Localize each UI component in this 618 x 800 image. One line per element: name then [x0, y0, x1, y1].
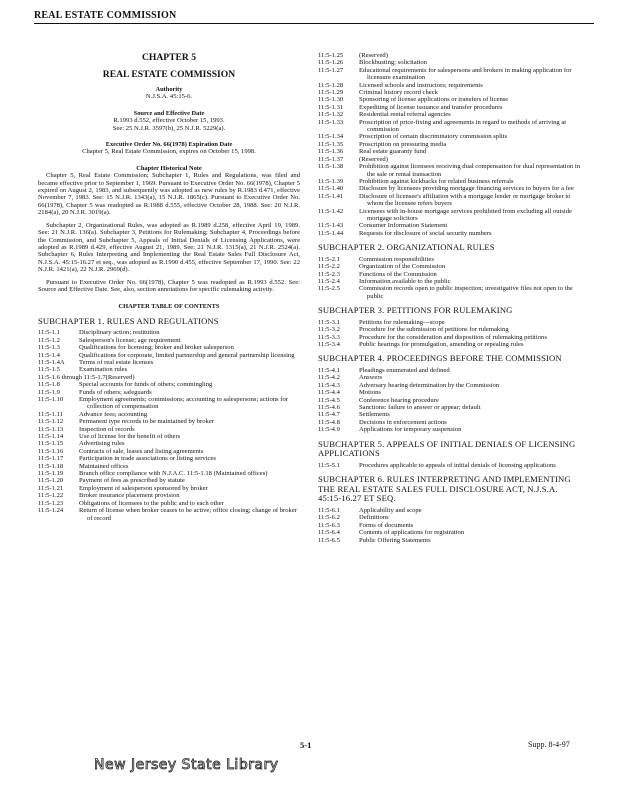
toc-entry [318, 326, 580, 333]
toc-section-number: 11:5-4.2 [318, 374, 340, 382]
toc-section-number: 11:5-1.9 [38, 388, 60, 396]
toc-entry [38, 485, 300, 492]
toc-section-number: 11:5-1.4 [38, 351, 60, 359]
toc-section-number: 11:5-1.10 [38, 396, 64, 403]
toc-entry [318, 426, 580, 433]
left-column [38, 52, 300, 522]
toc-entry [318, 411, 580, 418]
toc-entry [318, 397, 580, 404]
toc-entry [38, 500, 300, 507]
toc-entry [38, 329, 300, 336]
toc-list [318, 319, 580, 349]
toc-section-number: 11:5-1.5 [38, 366, 60, 374]
toc-section-title: Return of license when broker ceases to be active; office closing; change of broker of record [79, 507, 297, 522]
toc-entry [38, 381, 300, 388]
toc-section-title: Prohibition against kickbacks for related business referrals [359, 177, 514, 185]
toc-entry [318, 334, 580, 341]
toc-section-number: 11:5-6.2 [318, 514, 340, 522]
toc-section-title: Definitions [359, 514, 389, 522]
toc-section-title: Applications for temporary suspension [359, 426, 462, 434]
toc-entry [38, 470, 300, 477]
toc-section-title: Funds of others; safeguards [79, 388, 152, 396]
toc-entry [318, 263, 580, 270]
toc-section-number: 11:5-1.33 [318, 118, 344, 126]
toc-section-number: 11:5-1.16 [38, 447, 64, 455]
toc-section-number: 11:5-1.37 [318, 155, 344, 163]
subchapter-heading: SUBCHAPTER 5. APPEALS OF INITIAL DENIALS OF LICENSING APPLICATIONS [318, 438, 576, 459]
toc-section-number: 11:5-1.1 [38, 329, 60, 337]
toc-section-number: 11:5-2.3 [318, 270, 340, 278]
toc-entry [318, 256, 580, 263]
toc-section-number: 11:5-1.40 [318, 185, 344, 193]
toc-entry [38, 337, 300, 344]
toc-list [318, 507, 580, 544]
toc-entry [38, 455, 300, 462]
toc-entry [318, 341, 580, 348]
toc-entry [318, 163, 580, 178]
toc-section-number: 11:5-4.3 [318, 381, 340, 389]
toc-entry [318, 522, 580, 529]
toc-section-title: Advance fees; accounting [79, 410, 148, 418]
toc-section-number: 11:5-1.43 [318, 222, 344, 230]
toc-section-title: Special accounts for funds of others; commingling [79, 381, 213, 389]
toc-section-title: Motions [359, 389, 381, 397]
toc-section-title: Use of license for the benefit of others [79, 433, 181, 441]
toc-section-number: 11:5-1.2 [38, 336, 60, 344]
toc-section-title: Proscription of price-fixing and agreements in regard to methods of arriving at commission [359, 118, 567, 134]
toc-section-number: 11:5-1.11 [38, 410, 63, 418]
toc-section-title: Licensees with in-house mortgage services prohibited from excluding all outside mortgage solicitors [359, 207, 572, 222]
toc-section-number: 11:5-4.8 [318, 418, 340, 426]
toc-section-title: Proscription of certain discriminatory commission splits [359, 133, 508, 141]
toc-entry [318, 222, 580, 229]
toc-entry [38, 477, 300, 484]
right-column [318, 52, 580, 544]
toc-section-title: Advertising rules [79, 440, 125, 448]
toc-section-title: Expediting of license issuance and transfer procedures [359, 103, 503, 111]
toc-section-title: Contents of applications for registration [359, 529, 465, 537]
toc-section-number: 11:5-1.12 [38, 418, 64, 426]
toc-section-number: 11:5-1.38 [318, 163, 344, 171]
toc-section-number: 11:5-3.2 [318, 326, 340, 334]
subchapter-heading: SUBCHAPTER 1. RULES AND REGULATIONS [38, 315, 219, 326]
toc-entry [318, 133, 580, 140]
toc-section-title: Salesperson's license; age requirement [79, 336, 181, 344]
toc-section-title: Disclosure by licensees providing mortgage financing services to buyers for a fee [359, 185, 574, 193]
toc-section-number: 11:5-1.18 [38, 462, 64, 470]
toc-section-number: 11:5-1.24 [38, 507, 64, 515]
toc-section-number: 11:5-1.31 [318, 103, 344, 111]
toc-section-title: Information available to the public [359, 277, 451, 285]
toc-entry [318, 141, 580, 148]
toc-section-title: Employment agreements; commissions; accounting to salespersons; actions for collection of compensation [79, 396, 288, 411]
toc-section-number: 11:5-1.23 [38, 499, 64, 507]
toc-section-number: 11:5-6.1 [318, 507, 340, 515]
toc-entry [318, 389, 580, 396]
library-stamp: New Jersey State Library [94, 757, 279, 773]
toc-section-number: 11:5-2.4 [318, 277, 340, 285]
toc-section-number: 11:5-1.27 [318, 66, 344, 74]
toc-entry [318, 529, 580, 536]
toc-section-number: 11:5-1.17 [38, 455, 64, 463]
toc-entry [38, 359, 300, 366]
toc-section-title: Terms of real estate licenses [79, 358, 154, 366]
toc-section-title: Requests for disclosure of social security numbers [359, 229, 492, 237]
toc-entry [318, 67, 580, 82]
toc-section-number: 11:5-3.4 [318, 341, 340, 348]
toc-section-title: Procedure for the submission of petitions for rulemaking [359, 326, 509, 334]
toc-section-number: 11:5-2.5 [318, 285, 340, 293]
toc-list [318, 256, 580, 300]
toc-section-title: Obligations of licensees to the public and to each other [79, 499, 224, 507]
authority-text: N.J.S.A. 45:15-6. [145, 93, 193, 101]
toc-entry [38, 411, 300, 418]
toc-section-title: Procedures applicable to appeals of initial denials of licensing applications [359, 461, 556, 469]
toc-section-title: (Reserved) [105, 373, 135, 381]
toc-section-title: Commission responsibilities [359, 255, 434, 263]
toc-entry [318, 89, 580, 96]
toc-section-title: Commission records open to public inspection; investigative files not open to the public [359, 285, 573, 300]
toc-entry [38, 418, 300, 425]
toc-section-number: 11:5-4.6 [318, 404, 340, 412]
toc-section-number: 11:5-1.21 [38, 484, 64, 492]
toc-section-number: 11:5-4.1 [318, 367, 340, 374]
toc-section-title: Settlements [359, 411, 390, 419]
subchapter-heading: SUBCHAPTER 6. RULES INTERPRETING AND IMPLEMENTING THE REAL ESTATE SALES FULL DISCLOSURE ACT, N.J.S.A. 45:15-16.27 ET SEQ. [318, 474, 571, 504]
toc-section-title: (Reserved) [359, 155, 388, 163]
toc-section-number: 11:5-1.19 [38, 470, 64, 478]
toc-entry [318, 208, 580, 223]
toc-section-title: Employment of salesperson sponsored by broker [79, 484, 208, 492]
toc-entry [318, 374, 580, 381]
toc-section-title: Inspection of records [79, 425, 135, 433]
toc-section-title: Real estate guaranty fund [359, 148, 427, 156]
toc-section-number: 11:5-3.1 [318, 318, 340, 326]
toc-section-number: 11:5-1.14 [38, 433, 64, 441]
toc-section-title: Permanent type records to be maintained by broker [79, 418, 214, 426]
toc-section-title: Procedure for the consideration and disposition of rulemaking petitions [359, 333, 547, 341]
toc-section-title: Adversary hearing determination by the Commission [359, 381, 500, 389]
toc-section-number: 11:5-2.2 [318, 263, 340, 271]
toc-list [318, 52, 580, 237]
toc-entry [38, 463, 300, 470]
source-line: R.1993 d.552, effective October 15, 1993. [113, 117, 225, 125]
toc-entry [318, 185, 580, 192]
toc-section-number: 11:5-1.36 [318, 148, 344, 156]
toc-section-title: Proscription on pressuring media [359, 140, 447, 148]
toc-entry [38, 448, 300, 455]
toc-entry [318, 382, 580, 389]
supplement-date: Supp. 8-4-97 [528, 740, 570, 749]
toc-section-number: 11:5-1.8 [38, 381, 60, 389]
eo-text: Chapter 5, Real Estate Commission, expires on October 15, 1998. [82, 148, 256, 156]
toc-section-title: Pleadings enumerated and defined [359, 367, 450, 374]
toc-section-number: 11:5-1.15 [38, 440, 64, 448]
toc-section-title: Public Offering Statements [359, 536, 431, 544]
toc-entry [318, 148, 580, 155]
toc-entry [318, 271, 580, 278]
source-heading: Source and Effective Date [133, 109, 205, 117]
toc-entry [318, 156, 580, 163]
toc-section-title: Prohibition against licensees receiving dual compensation for dual representation in the sale or rental transaction [359, 163, 581, 178]
toc-section-title: Sanctions: failure to answer or appear; default [359, 404, 481, 412]
page-number: 5-1 [300, 740, 312, 750]
toc-entry [38, 389, 300, 396]
toc-section-title: Consumer Information Statement [359, 222, 448, 230]
toc-section-title: Disciplinary action; restitution [79, 329, 160, 337]
toc-entry [38, 440, 300, 447]
toc-entry [318, 193, 580, 208]
toc-section-title: Answers [359, 374, 383, 382]
toc-section-number: 11:5-5.1 [318, 461, 340, 469]
toc-section-number: 11:5-1.35 [318, 140, 344, 148]
toc-list [318, 367, 580, 434]
toc-entry [38, 366, 300, 373]
toc-list [318, 462, 580, 469]
toc-section-title: Qualifications for licensing; broker and broker salesperson [79, 344, 234, 352]
toc-entry [318, 111, 580, 118]
toc-section-title: Maintained offices [79, 462, 129, 470]
toc-section-number: 11:5-1.29 [318, 89, 344, 97]
eo-heading: Executive Order No. 66(1978) Expiration Date [105, 141, 233, 149]
toc-section-number: 11:5-1.28 [318, 81, 344, 89]
toc-section-title: Examination rules [79, 366, 128, 374]
toc-section-number: 11:5-1.39 [318, 177, 344, 185]
toc-section-title: Sponsoring of license applications or transfers of license [359, 96, 509, 104]
toc-section-number: 11:5-4.5 [318, 396, 340, 404]
toc-section-number: 11:5-4.9 [318, 426, 340, 434]
toc-entry [38, 507, 300, 522]
toc-entry [318, 419, 580, 426]
toc-entry [38, 396, 300, 411]
toc-section-title: Educational requirements for salespersons and brokers in making application for licensure examination [359, 66, 572, 82]
toc-section-number: 11:5-2.1 [318, 255, 340, 263]
history-paragraph: Subchapter 2, Organizational Rules, was adopted as R.1989 d.258, effective April 19, 1989. See: 21 N.J.R. 136(a). Subchapter 3, Petitions for Rulemaking; Subchapter 4, Proceedings before the Commission, and Subchapter 5, Appeals of Initial Denials of Licensing Applications, were adopted as R.1989 d.429, effective August 21, 1989. See: 21 N.J.R. 1315(a), 21 N.J.R. 2524(a). Subchapter 6, Rules Interpreting and Implementing the Real Estate Sales Full Disclosure Act, N.J.S.A. 45:15-16.27 et seq., was adopted as R.1990 d.455, effective September 17, 1990. See: 22 N.J.R. 1421(a), 22 N.J.R. 2969(d). [38, 221, 300, 274]
toc-entry [318, 278, 580, 285]
toc-entry [318, 537, 580, 544]
toc-section-number: 11:5-1.44 [318, 229, 344, 237]
subchapter-heading: SUBCHAPTER 2. ORGANIZATIONAL RULES [318, 242, 495, 253]
toc-entry [318, 230, 580, 237]
toc-section-title: Residential rental referral agencies [359, 111, 451, 119]
toc-entry [318, 82, 580, 89]
toc-entry [318, 367, 580, 374]
toc-section-number: 11:5-3.3 [318, 333, 340, 341]
toc-entry [318, 119, 580, 134]
toc-entry [38, 344, 300, 351]
toc-entry [38, 433, 300, 440]
toc-section-title: Decisions in enforcement actions [359, 418, 447, 426]
toc-section-number: 11:5-1.41 [318, 192, 344, 200]
toc-heading: CHAPTER TABLE OF CONTENTS [118, 303, 220, 311]
toc-section-title: Blockbusting; solicitation [359, 59, 427, 67]
toc-section-title: Organization of the Commission [359, 263, 446, 271]
toc-entry [318, 104, 580, 111]
toc-section-title: Public hearings for promulgation, amending or repealing rules [359, 341, 524, 348]
toc-entry [318, 507, 580, 514]
toc-entry [318, 404, 580, 411]
toc-section-number: 11:5-6.4 [318, 529, 340, 537]
toc-section-title: Applicability and scope [359, 507, 422, 515]
toc-section-title: Qualifications for corporate, limited partnership and general partnership licensing [79, 351, 295, 359]
toc-entry [318, 96, 580, 103]
toc-section-number: 11:5-1.6 through 11:5-1.7 [38, 373, 106, 381]
toc-entry [318, 59, 580, 66]
toc-entry [318, 462, 580, 469]
toc-section-title: Licensed schools and instructors; requirements [359, 81, 483, 89]
toc-entry [318, 514, 580, 521]
toc-entry [38, 492, 300, 499]
toc-section-title: Branch office compliance with N.J.A.C. 11:5-1.18 (Maintained offices) [79, 470, 268, 478]
history-heading: Chapter Historical Note [136, 164, 202, 172]
toc-section-number: 11:5-1.32 [318, 111, 344, 119]
toc-section-title: Petitions for rulemaking—scope [359, 318, 445, 326]
chapter-number: CHAPTER 5 [141, 52, 197, 63]
toc-section-number: 11:5-1.26 [318, 59, 344, 67]
toc-section-number: 11:5-1.30 [318, 96, 344, 104]
toc-entry [318, 52, 580, 59]
toc-section-number: 11:5-1.42 [318, 207, 344, 215]
toc-section-title: Criminal history record check [359, 89, 438, 97]
toc-section-title: Disclosure of licensee's affiliation with a mortgage lender or mortgage broker to whom the licensee refers buyers [359, 192, 571, 208]
toc-section-title: Contracts of sale, leases and listing agreements [79, 447, 204, 455]
toc-section-number: 11:5-4.7 [318, 411, 340, 419]
toc-entry [318, 285, 580, 300]
source-line: See: 25 N.J.R. 3597(b), 25 N.J.R. 5229(a). [112, 124, 226, 132]
toc-section-number: 11:5-1.3 [38, 344, 60, 352]
toc-list [38, 329, 300, 522]
toc-section-title: (Reserved) [359, 52, 388, 59]
toc-section-number: 11:5-6.3 [318, 521, 340, 529]
history-paragraph: Chapter 5, Real Estate Commission; Subchapter 1, Rules and Regulations, was filed and became effective prior to September 1, 1969. Pursuant to Executive Order No. 66(1978), Chapter 5 expired on August 2, 1983, and subsequently was adopted as new rules by R.1983 d.471, effective November 7, 1983. See: 15 N.J.R. 1343(a), 15 N.J.R. 1865(c). Pursuant to Executive Order No. 66(1978), Chapter 5 was readopted as R.1988 d.555, effective October 28, 1988. See: 20 N.J.R. 2184(a), 20 N.J.R. 3019(a). [38, 172, 300, 217]
history-paragraph: Pursuant to Executive Order No. 66(1978), Chapter 5 was readopted as R.1993 d.552. See: Source and Effective Date. See, also, section annotations for specific rulemaking activity. [38, 278, 300, 293]
toc-section-number: 11:5-1.22 [38, 492, 64, 500]
toc-section-number: 11:5-1.20 [38, 477, 64, 485]
toc-section-number: 11:5-1.13 [38, 425, 64, 433]
toc-section-number: 11:5-4.4 [318, 389, 340, 397]
toc-entry [318, 319, 580, 326]
toc-section-title: Payment of fees as prescribed by statute [79, 477, 185, 485]
toc-section-title: Conference hearing procedure [359, 396, 439, 404]
toc-section-title: Broker insurance placement provision [79, 492, 180, 500]
toc-entry [318, 178, 580, 185]
toc-entry [38, 352, 300, 359]
running-head: REAL ESTATE COMMISSION [34, 10, 594, 24]
toc-section-number: 11:5-1.34 [318, 133, 344, 141]
subchapter-heading: SUBCHAPTER 4. PROCEEDINGS BEFORE THE COMMISSION [318, 353, 562, 364]
toc-entry [38, 374, 300, 381]
toc-section-number: 11:5-6.5 [318, 536, 340, 544]
authority-heading: Authority [155, 86, 183, 93]
toc-section-number: 11:5-1.25 [318, 52, 344, 59]
subchapter-heading: SUBCHAPTER 3. PETITIONS FOR RULEMAKING [318, 305, 513, 316]
toc-section-title: Participation in trade associations or listing services [79, 455, 216, 463]
toc-entry [38, 426, 300, 433]
chapter-title: REAL ESTATE COMMISSION [102, 69, 236, 80]
toc-section-title: Forms of documents [359, 521, 414, 529]
toc-section-title: Functions of the Commission [359, 270, 437, 278]
toc-section-number: 11:5-1.4A [38, 358, 65, 366]
